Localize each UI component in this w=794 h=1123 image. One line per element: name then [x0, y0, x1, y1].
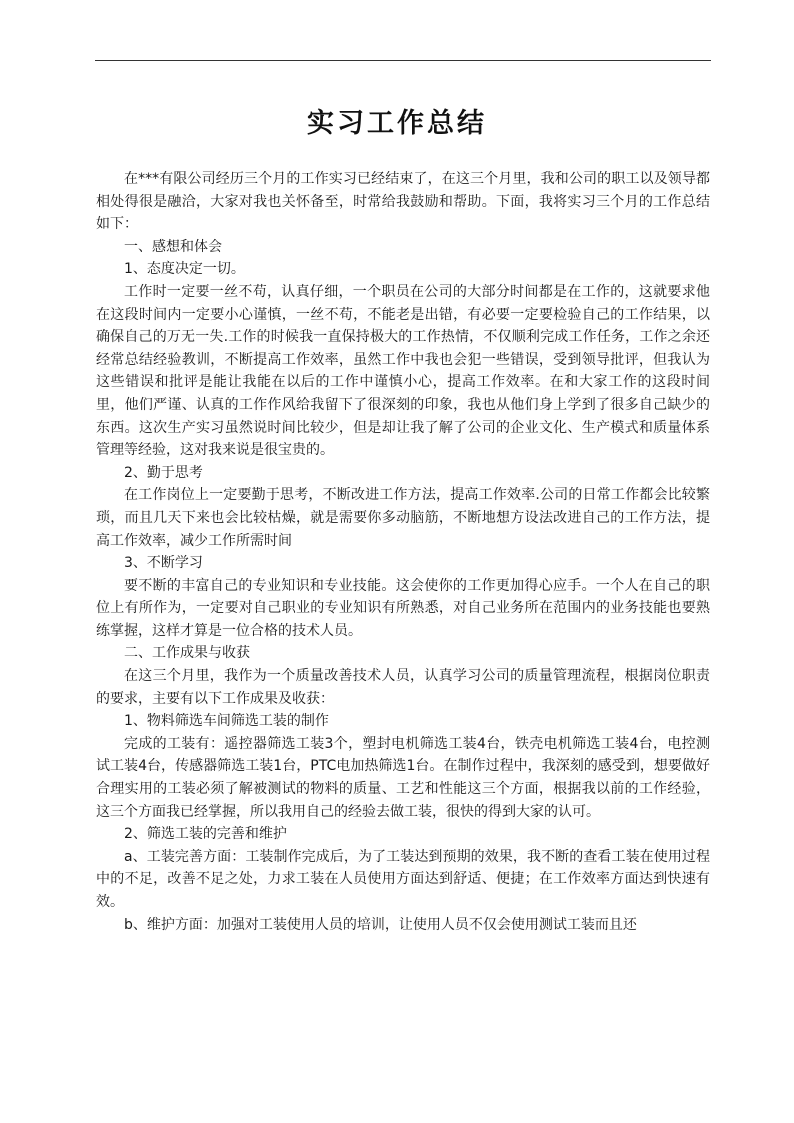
subheading-1-1: 1、态度决定一切。 — [124, 261, 245, 278]
paragraph-2-2a: a、工装完善方面：工装制作完成后，为了工装达到预期的效果，我不断的查看工装在使用过程中的不足，改善不足之处，力求工装在人员使用方面达到舒适、便捷；在工作效率方面达到快速有效。 — [96, 848, 710, 910]
paragraph-2-intro: 在这三个月里，我作为一个质量改善技术人员，认真学习公司的质量管理流程，根据岗位职责的要求，主要有以下工作成果及收获： — [96, 668, 710, 707]
header-rule — [95, 60, 711, 61]
page-title: 实习工作总结 — [307, 108, 487, 139]
document-body — [96, 168, 710, 936]
paragraph-2-1: 完成的工装有：遥控器筛选工装3个，塑封电机筛选工装4台，铁壳电机筛选工装4台，电控测试工装4台，传感器筛选工装1台，PTC电加热筛选1台。在制作过程中，我深刻的感受到，想要做好合理实用的工装必须了解被测试的物料的质量、工艺和性能这三个方面，根据我以前的工作经验，这三个方面我已经掌握，所以我用自己的经验去做工装，很快的得到大家的认可。 — [96, 735, 710, 820]
paragraph-2-2b: b、维护方面：加强对工装使用人员的培训，让使用人员不仅会使用测试工装而且还 — [124, 916, 637, 933]
subheading-1-3: 3、不断学习 — [124, 555, 203, 572]
paragraph-1-2: 在工作岗位上一定要勤于思考，不断改进工作方法，提高工作效率.公司的日常工作都会比较繁琐，而且几天下来也会比较枯燥，就是需要你多动脑筋，不断地想方设法改进自己的工作方法，提高工作效率，减少工作所需时间 — [96, 487, 710, 549]
section-heading-2: 二、工作成果与收获 — [124, 645, 250, 662]
subheading-1-2: 2、勤于思考 — [124, 464, 203, 481]
paragraph-1-3: 要不断的丰富自己的专业知识和专业技能。这会使你的工作更加得心应手。一个人在自己的职位上有所作为，一定要对自己职业的专业知识有所熟悉，对自己业务所在范围内的业务技能也要熟练掌握，这样才算是一位合格的技术人员。 — [96, 577, 710, 639]
subheading-2-1: 1、物料筛选车间筛选工装的制作 — [124, 713, 329, 730]
section-heading-1: 一、感想和体会 — [124, 238, 222, 255]
subheading-2-2: 2、筛选工装的完善和维护 — [124, 826, 287, 843]
paragraph-1-1: 工作时一定要一丝不苟，认真仔细，一个职员在公司的大部分时间都是在工作的，这就要求他在这段时间内一定要小心谨慎，一丝不苟，不能老是出错，有必要一定要检验自己的工作结果，以确保自己的万无一失.工作的时候我一直保持极大的工作热情，不仅顺利完成工作任务，工作之余还经常总结经验教训，不断提高工作效率，虽然工作中我也会犯一些错误，受到领导批评，但我认为这些错误和批评是能让我能在以后的工作中谨慎小心，提高工作效率。在和大家工作的这段时间里，他们严谨、认真的工作作风给我留下了很深刻的印象，我也从他们身上学到了很多自己缺少的东西。这次生产实习虽然说时间比较少，但是却让我了解了公司的企业文化、生产模式和质量体系管理等经验，这对我来说是很宝贵的。 — [96, 283, 710, 459]
intro-paragraph: 在***有限公司经历三个月的工作实习已经结束了，在这三个月里，我和公司的职工以及领导都相处得很是融洽，大家对我也关怀备至，时常给我鼓励和帮助。下面，我将实习三个月的工作总结如下： — [96, 171, 710, 233]
